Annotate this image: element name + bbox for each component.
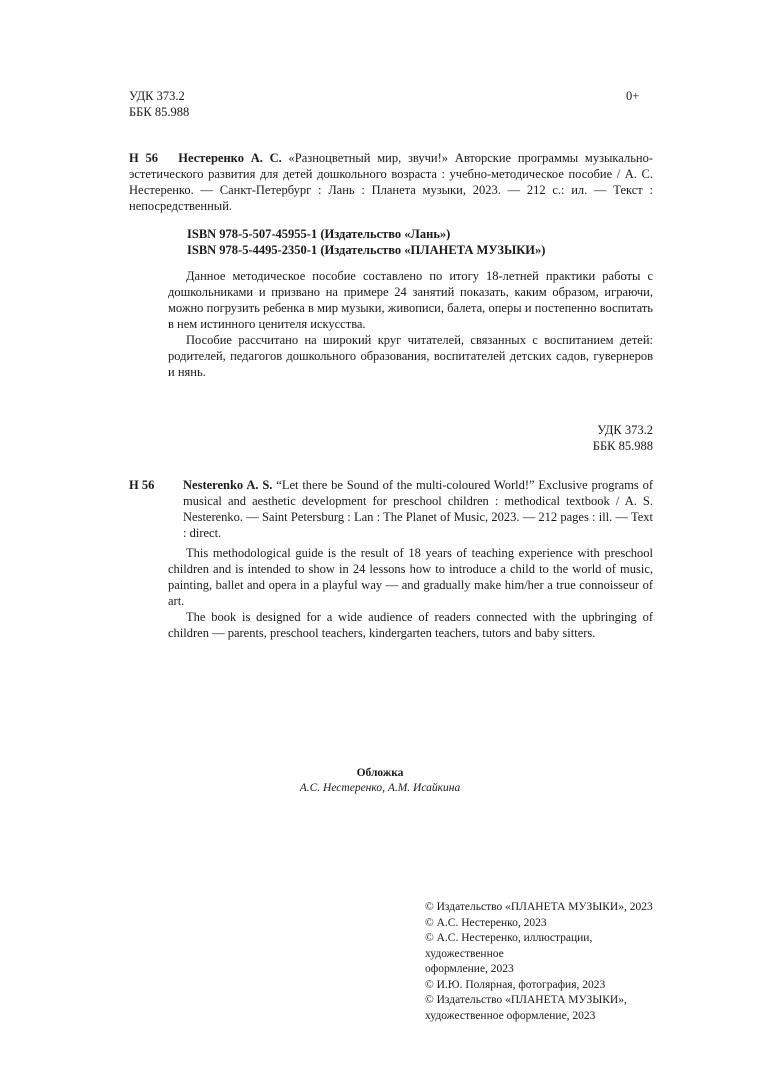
ru-abstract-paragraph: Пособие рассчитано на широкий круг читателей, связанных с воспитанием детей: родителей, педагогов дошкольного образования, воспитателей детских садов, гувернеров и нянь. (168, 333, 653, 379)
en-record-description: “Let there be Sound of the multi-coloured World!” Exclusive programs of musical and aesthetic development for preschool children : methodical textbook / A. S. Nesterenko. — Saint Petersburg : Lan : The Planet of Music, 2023. — 212 pages : ill. — Text : direct. (183, 478, 654, 540)
isbn-list (187, 226, 653, 258)
ru-abstract-paragraph: Данное методическое пособие составлено по итогу 18-летней практики работы с дошкольниками и призвано на примере 24 занятий показать, каким образом, играючи, можно погрузить ребенка в мир музыки, живописи, балета, оперы и постепенно воспитать в нем истинного ценителя искусства. (168, 269, 653, 331)
copyright-line: художественное оформление, 2023 (425, 1009, 596, 1022)
copyright-line: © Издательство «ПЛАНЕТА МУЗЫКИ», 2023 (425, 901, 653, 913)
copyright-line: © А.С. Нестеренко, иллюстрации, художественное (425, 932, 593, 960)
ru-record-description: «Разноцветный мир, звучи!» Авторские программы музыкально-эстетического развития для детей дошкольного возраста : учебно-методическое пособие / А. С. Нестеренко. — Санкт-Петербург : Лань : Планета музыки, 2023. — 212 с.: ил. — Текст : непосредственный. (129, 151, 654, 213)
copyright-line: © А.С. Нестеренко, 2023 (425, 916, 547, 929)
en-abstract-paragraph: This methodological guide is the result of 18 years of teaching experience with preschool children and is intended to show in 24 lessons how to introduce a child to the world of music, painting, ballet and opera in a playful way — and gradually make him/her a true connoisseur of art. (168, 546, 653, 608)
cover-credits (280, 766, 480, 796)
cover-heading: Обложка (356, 767, 404, 779)
copyright-line: © И.Ю. Полярная, фотография, 2023 (425, 978, 606, 991)
ru-abstract (168, 268, 653, 380)
en-record-code: Н 56 (129, 478, 155, 492)
en-record-author: Nesterenko A. S. (183, 478, 273, 492)
isbn-lan: ISBN 978-5-507-45955-1 (Издательство «Лань») (187, 227, 451, 241)
en-bibliographic-record (183, 477, 653, 541)
udk-code: УДК 373.2 (129, 89, 185, 103)
copyright-line: © Издательство «ПЛАНЕТА МУЗЫКИ», (425, 994, 627, 1006)
copyright-line: оформление, 2023 (425, 963, 514, 975)
ru-record-code: Н 56 (129, 151, 158, 165)
age-rating: 0+ (626, 89, 640, 103)
en-udk-code: УДК 373.2 (597, 423, 653, 437)
en-classification-codes (553, 422, 653, 454)
ru-record-author: Нестеренко А. С. (178, 151, 282, 165)
ru-bibliographic-record (129, 150, 653, 214)
copyright-block (425, 900, 665, 1024)
en-bbk-code: ББК 85.988 (592, 439, 653, 453)
classification-codes (129, 88, 189, 120)
en-abstract (168, 545, 653, 641)
cover-authors: А.С. Нестеренко, А.М. Исайкина (299, 782, 461, 794)
isbn-planet: ISBN 978-5-4495-2350-1 (Издательство «ПЛАНЕТА МУЗЫКИ») (187, 243, 546, 257)
bbk-code: ББК 85.988 (129, 105, 190, 119)
en-abstract-paragraph: The book is designed for a wide audience of readers connected with the upbringing of children — parents, preschool teachers, kindergarten teachers, tutors and baby sitters. (168, 610, 653, 640)
